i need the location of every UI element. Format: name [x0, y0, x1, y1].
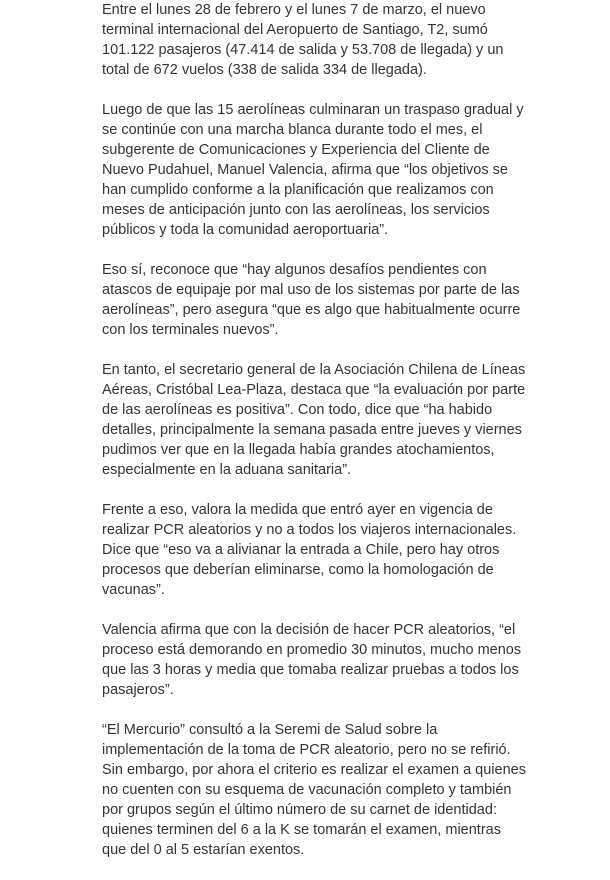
text-line: atascos de equipaje por mal uso de los sistemas por parte de las [102, 282, 520, 298]
text-line: “El Mercurio” consultó a la Seremi de Salud sobre la [102, 722, 438, 738]
text-line: realizar PCR aleatorios y no a todos los viajeros internacionales. [102, 522, 517, 538]
article-body [102, 0, 526, 880]
text-line: Sin embargo, por ahora el criterio es realizar el examen a quienes [102, 762, 526, 778]
text-line: En tanto, el secretario general de la Asociación Chilena de Líneas [102, 362, 526, 378]
text-line: Valencia afirma que con la decisión de hacer PCR aleatorios, “el [102, 622, 516, 638]
text-line: proceso está demorando en promedio 30 minutos, mucho menos [102, 642, 522, 658]
text-line: Eso sí, reconoce que “hay algunos desafíos pendientes con [102, 262, 487, 278]
text-line: meses de anticipación junto con las aerolíneas, los servicios [102, 202, 490, 218]
text-line: con los terminales nuevos”. [102, 322, 279, 338]
text-line: Luego de que las 15 aerolíneas culminaran un traspaso gradual y [102, 102, 524, 118]
text-line: que del 0 al 5 estarían exentos. [102, 842, 305, 858]
text-line: Aéreas, Cristóbal Lea-Plaza, destaca que “la evaluación por parte [102, 382, 526, 398]
paragraph-3 [102, 260, 522, 340]
text-line: pudimos ver que en la llegada había grandes atochamientos, [102, 442, 495, 458]
text-line: terminal internacional del Aeropuerto de Santiago, T2, sumó [102, 22, 488, 38]
text-line: implementación de la toma de PCR aleatorio, pero no se refirió. [102, 742, 511, 758]
text-line: vacunas”. [102, 582, 165, 598]
paragraph-2 [102, 100, 522, 240]
text-line: por grupos según el último número de su carnet de identidad: [102, 802, 497, 818]
text-line: 101.122 pasajeros (47.414 de salida y 53.708 de llegada) y un [102, 42, 504, 58]
text-line: pasajeros”. [102, 682, 174, 698]
text-line: Entre el lunes 28 de febrero y el lunes 7 de marzo, el nuevo [102, 2, 486, 18]
text-line: de las aerolíneas es positiva”. Con todo, dice que “ha habido [102, 402, 493, 418]
paragraph-6 [102, 620, 522, 700]
text-line: que las 3 horas y media que tomaba realizar pruebas a todos los [102, 662, 519, 678]
text-line: quienes terminen del 6 a la K se tomarán el examen, mientras [102, 822, 501, 838]
text-line: Frente a eso, valora la medida que entró ayer en vigencia de [102, 502, 493, 518]
text-line: aerolíneas”, pero asegura “que es algo que habitualmente ocurre [102, 302, 521, 318]
text-line: Nuevo Pudahuel, Manuel Valencia, afirma que “los objetivos se [102, 162, 508, 178]
paragraph-4 [102, 360, 526, 480]
text-line: no cuenten con su esquema de vacunación completo y también [102, 782, 512, 798]
text-line: Dice que “eso va a alivianar la entrada a Chile, pero hay otros [102, 542, 500, 558]
text-line: públicos y toda la comunidad aeroportuaria”. [102, 222, 389, 238]
paragraph-1 [102, 0, 522, 80]
text-line: han cumplido conforme a la planificación que realizamos con [102, 182, 494, 198]
text-line: especialmente en la aduana sanitaria”. [102, 462, 352, 478]
text-line: subgerente de Comunicaciones y Experiencia del Cliente de [102, 142, 490, 158]
text-line: total de 672 vuelos (338 de salida 334 de llegada). [102, 62, 427, 78]
paragraph-5 [102, 500, 522, 600]
text-line: procesos que deberían eliminarse, como la homologación de [102, 562, 494, 578]
text-line: se continúe con una marcha blanca durante todo el mes, el [102, 122, 483, 138]
paragraph-7 [102, 720, 526, 860]
text-line: detalles, principalmente la semana pasada entre jueves y viernes [102, 422, 522, 438]
